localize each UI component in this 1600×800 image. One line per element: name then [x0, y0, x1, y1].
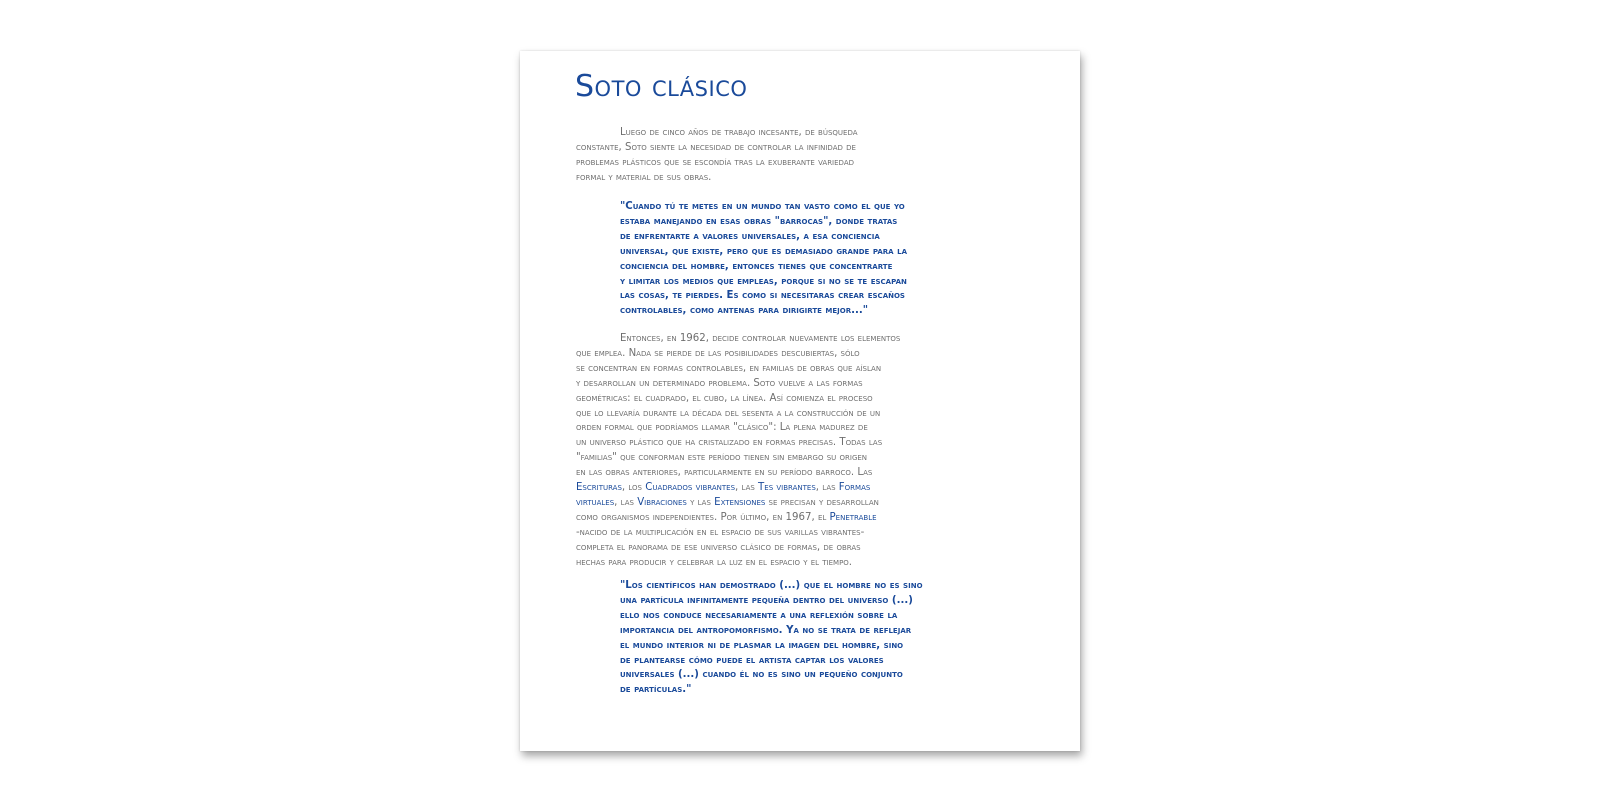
text-line: formal y material de sus obras. — [576, 171, 712, 183]
text-line: Luego de cinco años de trabajo incesante, de búsqueda — [620, 127, 858, 138]
quote-line: las cosas, te pierdes. Es como si necesitaras crear escaños — [620, 290, 905, 302]
quote-line: "Los científicos han demostrado (...) que el hombre no es sino — [620, 580, 923, 591]
text-line — [576, 511, 900, 526]
text-line: que emplea. Nada se pierde de las posibilidades descubiertas, sólo — [576, 347, 860, 359]
text-fragment: se precisan y desarrollan — [765, 496, 879, 508]
work-series-vibraciones: Vibraciones — [637, 496, 687, 508]
text-fragment: como organismos independientes. Por último, en 1967, el — [576, 511, 830, 523]
blockquote-first — [620, 200, 907, 319]
paragraph-main — [576, 332, 900, 571]
quote-line: "Cuando tú te metes en un mundo tan vasto como el que yo — [620, 201, 905, 212]
quote-line: de partículas." — [620, 684, 692, 696]
text-fragment: y las — [686, 496, 715, 508]
quote-line: ello nos conduce necesariamente a una reflexión sobre la — [620, 609, 898, 621]
text-line: completa el panorama de ese universo clásico de formas, de obras — [576, 541, 861, 553]
text-line: problemas plásticos que se escondía tras la exuberante variedad — [576, 156, 854, 168]
quote-line: y limitar los medios que empleas, porque si no se te escapan — [620, 275, 907, 287]
text-line — [576, 496, 900, 511]
work-series-tes-vibrantes: Tes vibrantes — [758, 482, 816, 494]
text-line: Entonces, en 1962, decide controlar nuevamente los elementos — [620, 333, 901, 344]
text-fragment: , las — [735, 482, 759, 494]
quote-line: universal, que existe, pero que es demasiado grande para la — [620, 245, 908, 257]
text-line: que lo llevaría durante la década del sesenta a la construcción de un — [576, 407, 881, 419]
text-line: un universo plástico que ha cristalizado en formas precisas. Todas las — [576, 437, 883, 449]
quote-line: de plantearse cómo puede el artista captar los valores — [620, 654, 884, 666]
quote-line: estaba manejando en esas obras "barrocas", donde tratas — [620, 215, 898, 227]
text-line: orden formal que podríamos llamar "clásico": La plena madurez de — [576, 422, 868, 434]
text-line: "familias" que conforman este período tienen sin embargo su origen — [576, 452, 868, 464]
work-series-extensiones: Extensiones — [714, 496, 766, 508]
work-series-virtuales: virtuales — [576, 496, 615, 508]
text-fragment: , los — [621, 482, 646, 494]
text-line: hechas para producir y celebrar la luz en el espacio y el tiempo. — [576, 556, 853, 568]
quote-line: conciencia del hombre, entonces tienes que concentrarte — [620, 260, 893, 272]
text-line: se concentran en formas controlables, en familias de obras que aíslan — [576, 362, 882, 374]
text-line — [576, 481, 900, 496]
text-line: y desarrollan un determinado problema. Soto vuelve a las formas — [576, 377, 863, 389]
text-line: constante, Soto siente la necesidad de controlar la infinidad de — [576, 141, 856, 153]
quote-line: de enfrentarte a valores universales, a esa conciencia — [620, 230, 880, 242]
work-series-penetrable: Penetrable — [829, 511, 877, 523]
document-page — [520, 51, 1080, 751]
text-fragment: , las — [815, 482, 839, 494]
quote-line: universales (...) cuando él no es sino un pequeño conjunto — [620, 669, 903, 681]
blockquote-second — [620, 579, 923, 698]
text-line: geométricas: el cuadrado, el cubo, la línea. Así comienza el proceso — [576, 392, 873, 404]
quote-line: importancia del antropomorfismo. Ya no se trata de reflejar — [620, 624, 912, 636]
work-series-cuadrados-vibrantes: Cuadrados vibrantes — [645, 482, 736, 494]
work-series-escrituras: Escrituras — [576, 482, 622, 494]
page-title: Soto clásico — [575, 69, 748, 104]
text-fragment: , las — [614, 496, 638, 508]
work-series-formas: Formas — [838, 482, 871, 494]
text-line: en las obras anteriores, particularmente en su período barroco. Las — [576, 467, 873, 479]
quote-line: una partícula infinitamente pequeña dentro del universo (...) — [620, 594, 913, 606]
quote-line: controlables, como antenas para dirigirte mejor..." — [620, 305, 869, 317]
paragraph-intro — [576, 126, 858, 186]
text-line: -nacido de la multiplicación en el espacio de sus varillas vibrantes- — [576, 526, 865, 538]
quote-line: el mundo interior ni de plasmar la imagen del hombre, sino — [620, 639, 904, 651]
